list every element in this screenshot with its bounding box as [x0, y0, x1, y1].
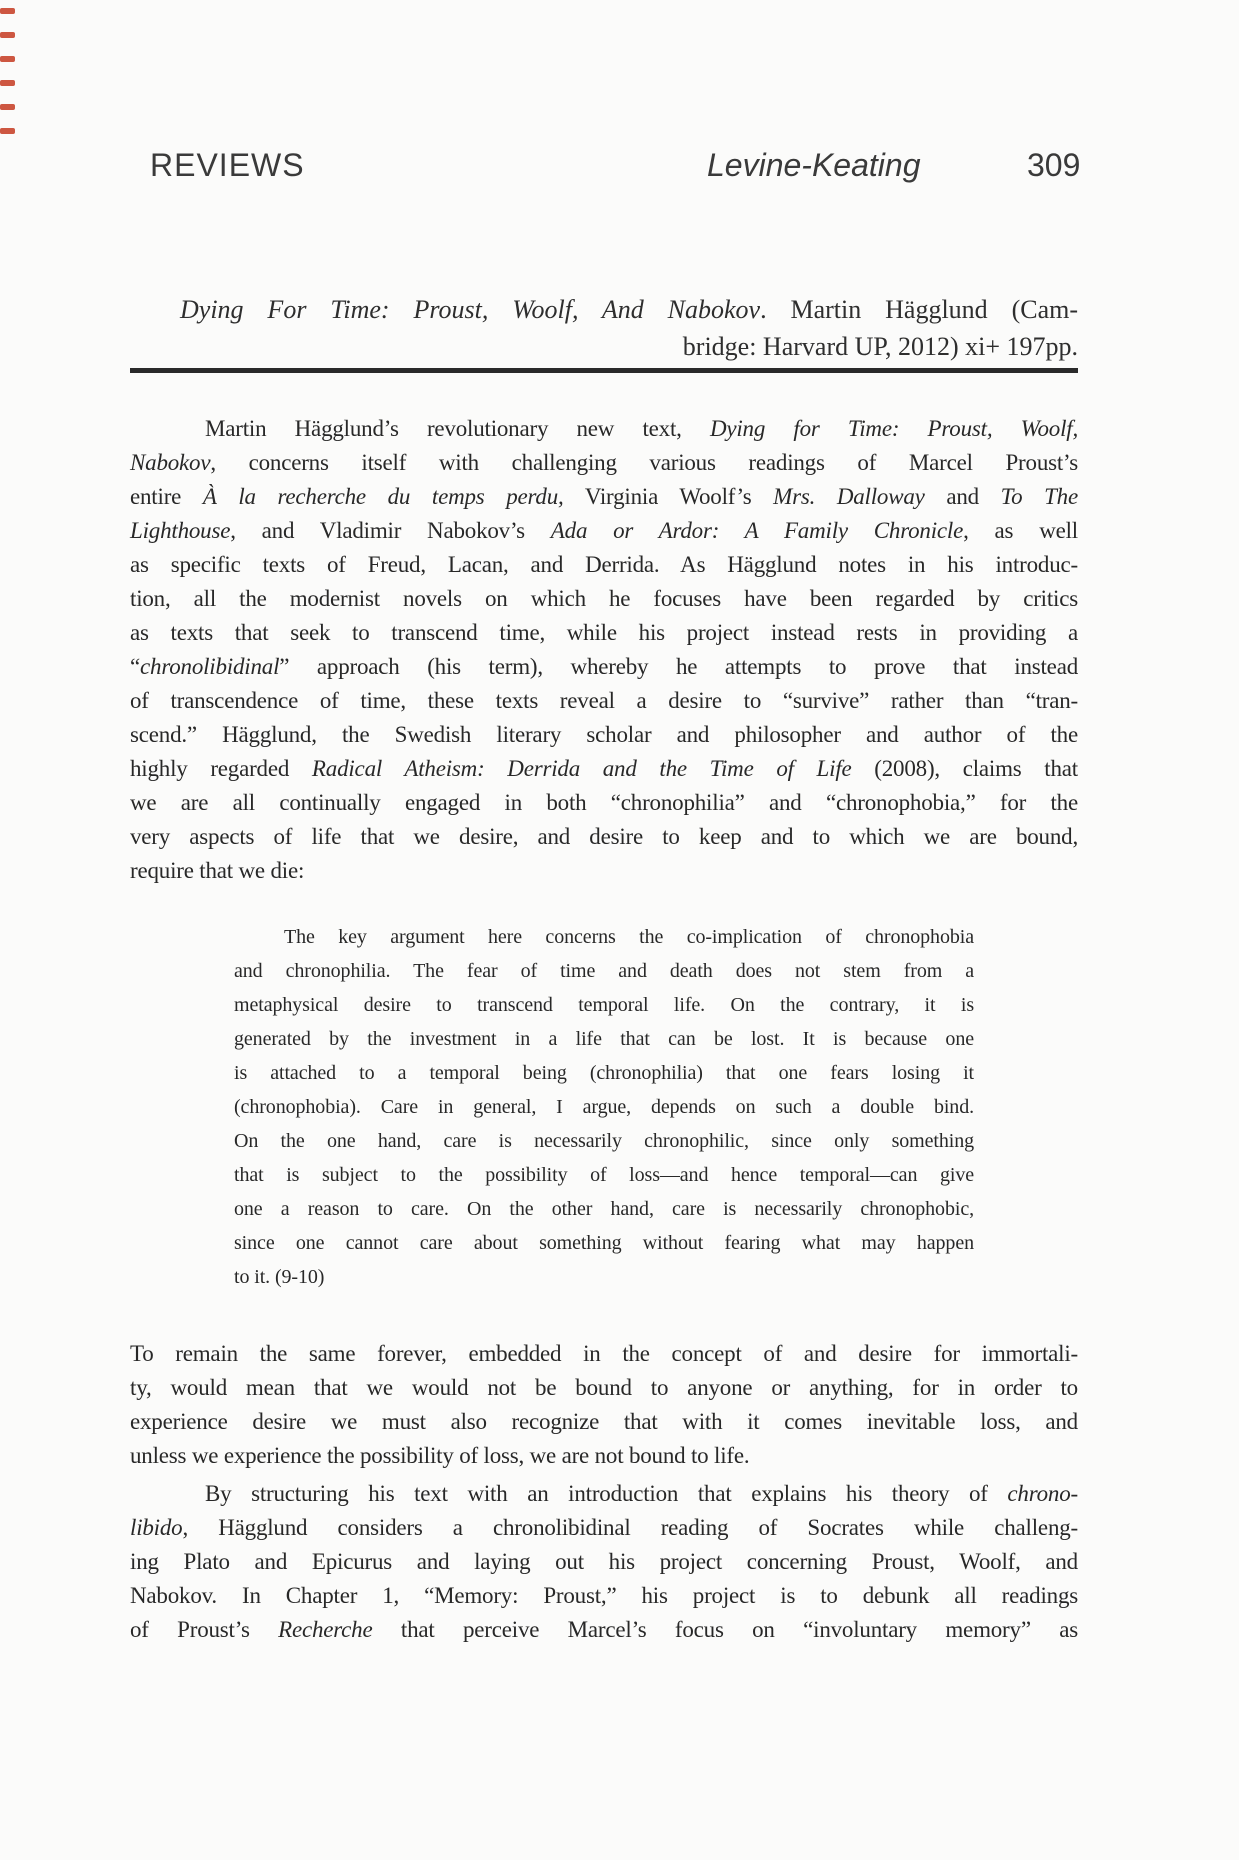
italic-text: À la recherche du temps perdu, [202, 484, 564, 509]
text-line [130, 820, 1078, 854]
text-line [130, 1439, 1078, 1473]
scan-mark [0, 56, 15, 62]
italic-text: Ada or Ardor: A Family Chronicle [550, 518, 964, 543]
text-line [130, 328, 1078, 365]
text-line [130, 1405, 1078, 1439]
text-segment: we are all continually engaged in both “chronophilia” and “chronophobia,” for the [130, 790, 1078, 815]
text-line [130, 412, 1078, 446]
text-line [234, 1226, 974, 1260]
text-segment: generated by the investment in a life that can be lost. It is because one [234, 1028, 974, 1050]
text-segment: entire [130, 484, 203, 509]
text-line [130, 1371, 1078, 1405]
text-segment: that is subject to the possibility of loss—and hence temporal—can give [234, 1164, 974, 1186]
text-segment: metaphysical desire to transcend temporal life. On the contrary, it is [234, 994, 974, 1016]
scan-mark [0, 104, 15, 110]
text-segment: unless we experience the possibility of loss, we are not bound to life. [130, 1443, 750, 1468]
italic-text: Dying For Time: Proust, Woolf, And Nabokov [180, 295, 761, 324]
page-number: 309 [1027, 147, 1081, 183]
running-head-author: Levine-Keating [707, 147, 921, 183]
text-line [130, 548, 1078, 582]
italic-text: Nabokov [130, 450, 211, 475]
text-segment: one a reason to care. On the other hand, care is necessarily chronophobic, [234, 1198, 974, 1220]
text-segment: very aspects of life that we desire, and desire to keep and to which we are bound, [130, 824, 1078, 849]
text-line [234, 988, 974, 1022]
text-segment: On the one hand, care is necessarily chronophilic, since only something [234, 1130, 974, 1152]
italic-text: Recherche [278, 1617, 373, 1642]
text-segment: tion, all the modernist novels on which he focuses have been regarded by critics [130, 586, 1078, 611]
text-segment: require that we die: [130, 858, 305, 883]
text-line [234, 1124, 974, 1158]
text-segment: of Proust’s [130, 1617, 279, 1642]
text-line [234, 1260, 974, 1294]
text-line [130, 786, 1078, 820]
text-line [130, 616, 1078, 650]
italic-text: libido [130, 1515, 183, 1540]
continuation-paragraph [130, 1337, 1078, 1473]
scan-mark [0, 32, 15, 38]
scan-mark [0, 128, 15, 134]
section-title: REVIEWS [150, 147, 305, 183]
text-segment: (2008), claims that [851, 756, 1078, 781]
closing-paragraph [130, 1477, 1078, 1647]
text-line [130, 854, 1078, 888]
italic-text: Dying for Time: Proust, Woolf, [709, 416, 1078, 441]
text-line [130, 718, 1078, 752]
italic-text: Lighthouse [130, 518, 231, 543]
text-line [130, 1545, 1078, 1579]
text-segment: scend.” Hägglund, the Swedish literary scholar and philosopher and author of the [130, 722, 1078, 747]
text-segment: since one cannot care about something without fearing what may happen [234, 1232, 974, 1254]
text-line [130, 291, 1078, 328]
text-line [130, 1613, 1078, 1647]
text-segment: and chronophilia. The fear of time and death does not stem from a [234, 960, 974, 982]
text-segment: Virginia Woolf’s [563, 484, 774, 509]
text-segment: . Martin Hägglund (Cam- [760, 295, 1078, 324]
block-quotation [234, 920, 974, 1294]
text-line [234, 1056, 974, 1090]
opening-paragraph [130, 412, 1078, 888]
italic-text: Mrs. Dalloway [773, 484, 925, 509]
text-line [234, 954, 974, 988]
text-segment: of transcendence of time, these texts reveal a desire to “survive” rather than “tran- [130, 688, 1078, 713]
text-segment: bridge: Harvard UP, 2012) xi+ 197pp. [682, 332, 1078, 361]
text-segment: The key argument here concerns the co-implication of chronophobia [284, 926, 974, 948]
text-segment: highly regarded [130, 756, 312, 781]
text-line [130, 1511, 1078, 1545]
text-segment: “ [130, 654, 141, 679]
text-segment: , and Vladimir Nabokov’s [230, 518, 551, 543]
italic-text: chrono- [1007, 1481, 1078, 1506]
italic-text: chronolibidinal [140, 654, 280, 679]
scan-mark [0, 8, 15, 14]
text-segment: Nabokov. In Chapter 1, “Memory: Proust,” his project is to debunk all readings [130, 1583, 1078, 1608]
text-segment: To remain the same forever, embedded in the concept of and desire for immortali- [130, 1341, 1078, 1366]
text-line [234, 1022, 974, 1056]
text-segment: , Hägglund considers a chronolibidinal reading of Socrates while challeng- [182, 1515, 1078, 1540]
text-line [130, 752, 1078, 786]
text-line [130, 446, 1078, 480]
text-segment: experience desire we must also recognize that with it comes inevitable loss, and [130, 1409, 1078, 1434]
text-segment: , as well [963, 518, 1078, 543]
text-segment: , concerns itself with challenging various readings of Marcel Proust’s [210, 450, 1078, 475]
text-line [130, 650, 1078, 684]
text-line [130, 684, 1078, 718]
text-segment: as texts that seek to transcend time, while his project instead rests in providing a [130, 620, 1078, 645]
text-segment: is attached to a temporal being (chronophilia) that one fears losing it [234, 1062, 974, 1084]
text-line [130, 1477, 1078, 1511]
text-line [234, 920, 974, 954]
text-line [130, 1337, 1078, 1371]
text-segment: to it. (9-10) [234, 1266, 325, 1288]
running-header [0, 147, 1239, 187]
text-line [234, 1192, 974, 1226]
text-line [234, 1158, 974, 1192]
scan-edge-marks [0, 8, 15, 134]
book-citation [130, 291, 1078, 365]
scan-mark [0, 80, 15, 86]
text-segment: ” approach (his term), whereby he attempts to prove that instead [279, 654, 1078, 679]
text-line [130, 1579, 1078, 1613]
text-segment: that perceive Marcel’s focus on “involuntary memory” as [372, 1617, 1078, 1642]
divider-rule [130, 368, 1078, 373]
text-line [130, 582, 1078, 616]
text-line [234, 1090, 974, 1124]
text-segment: ing Plato and Epicurus and laying out his project concerning Proust, Woolf, and [130, 1549, 1078, 1574]
text-segment: as specific texts of Freud, Lacan, and Derrida. As Hägglund notes in his introduc- [130, 552, 1078, 577]
text-segment: By structuring his text with an introduction that explains his theory of [205, 1481, 1008, 1506]
text-line [130, 514, 1078, 548]
text-segment: (chronophobia). Care in general, I argue, depends on such a double bind. [234, 1096, 974, 1118]
italic-text: Radical Atheism: Derrida and the Time of Life [311, 756, 852, 781]
italic-text: To The [1000, 484, 1078, 509]
text-segment: and [924, 484, 1001, 509]
text-segment: ty, would mean that we would not be bound to anyone or anything, for in order to [130, 1375, 1078, 1400]
text-segment: Martin Hägglund’s revolutionary new text, [205, 416, 710, 441]
text-line [130, 480, 1078, 514]
